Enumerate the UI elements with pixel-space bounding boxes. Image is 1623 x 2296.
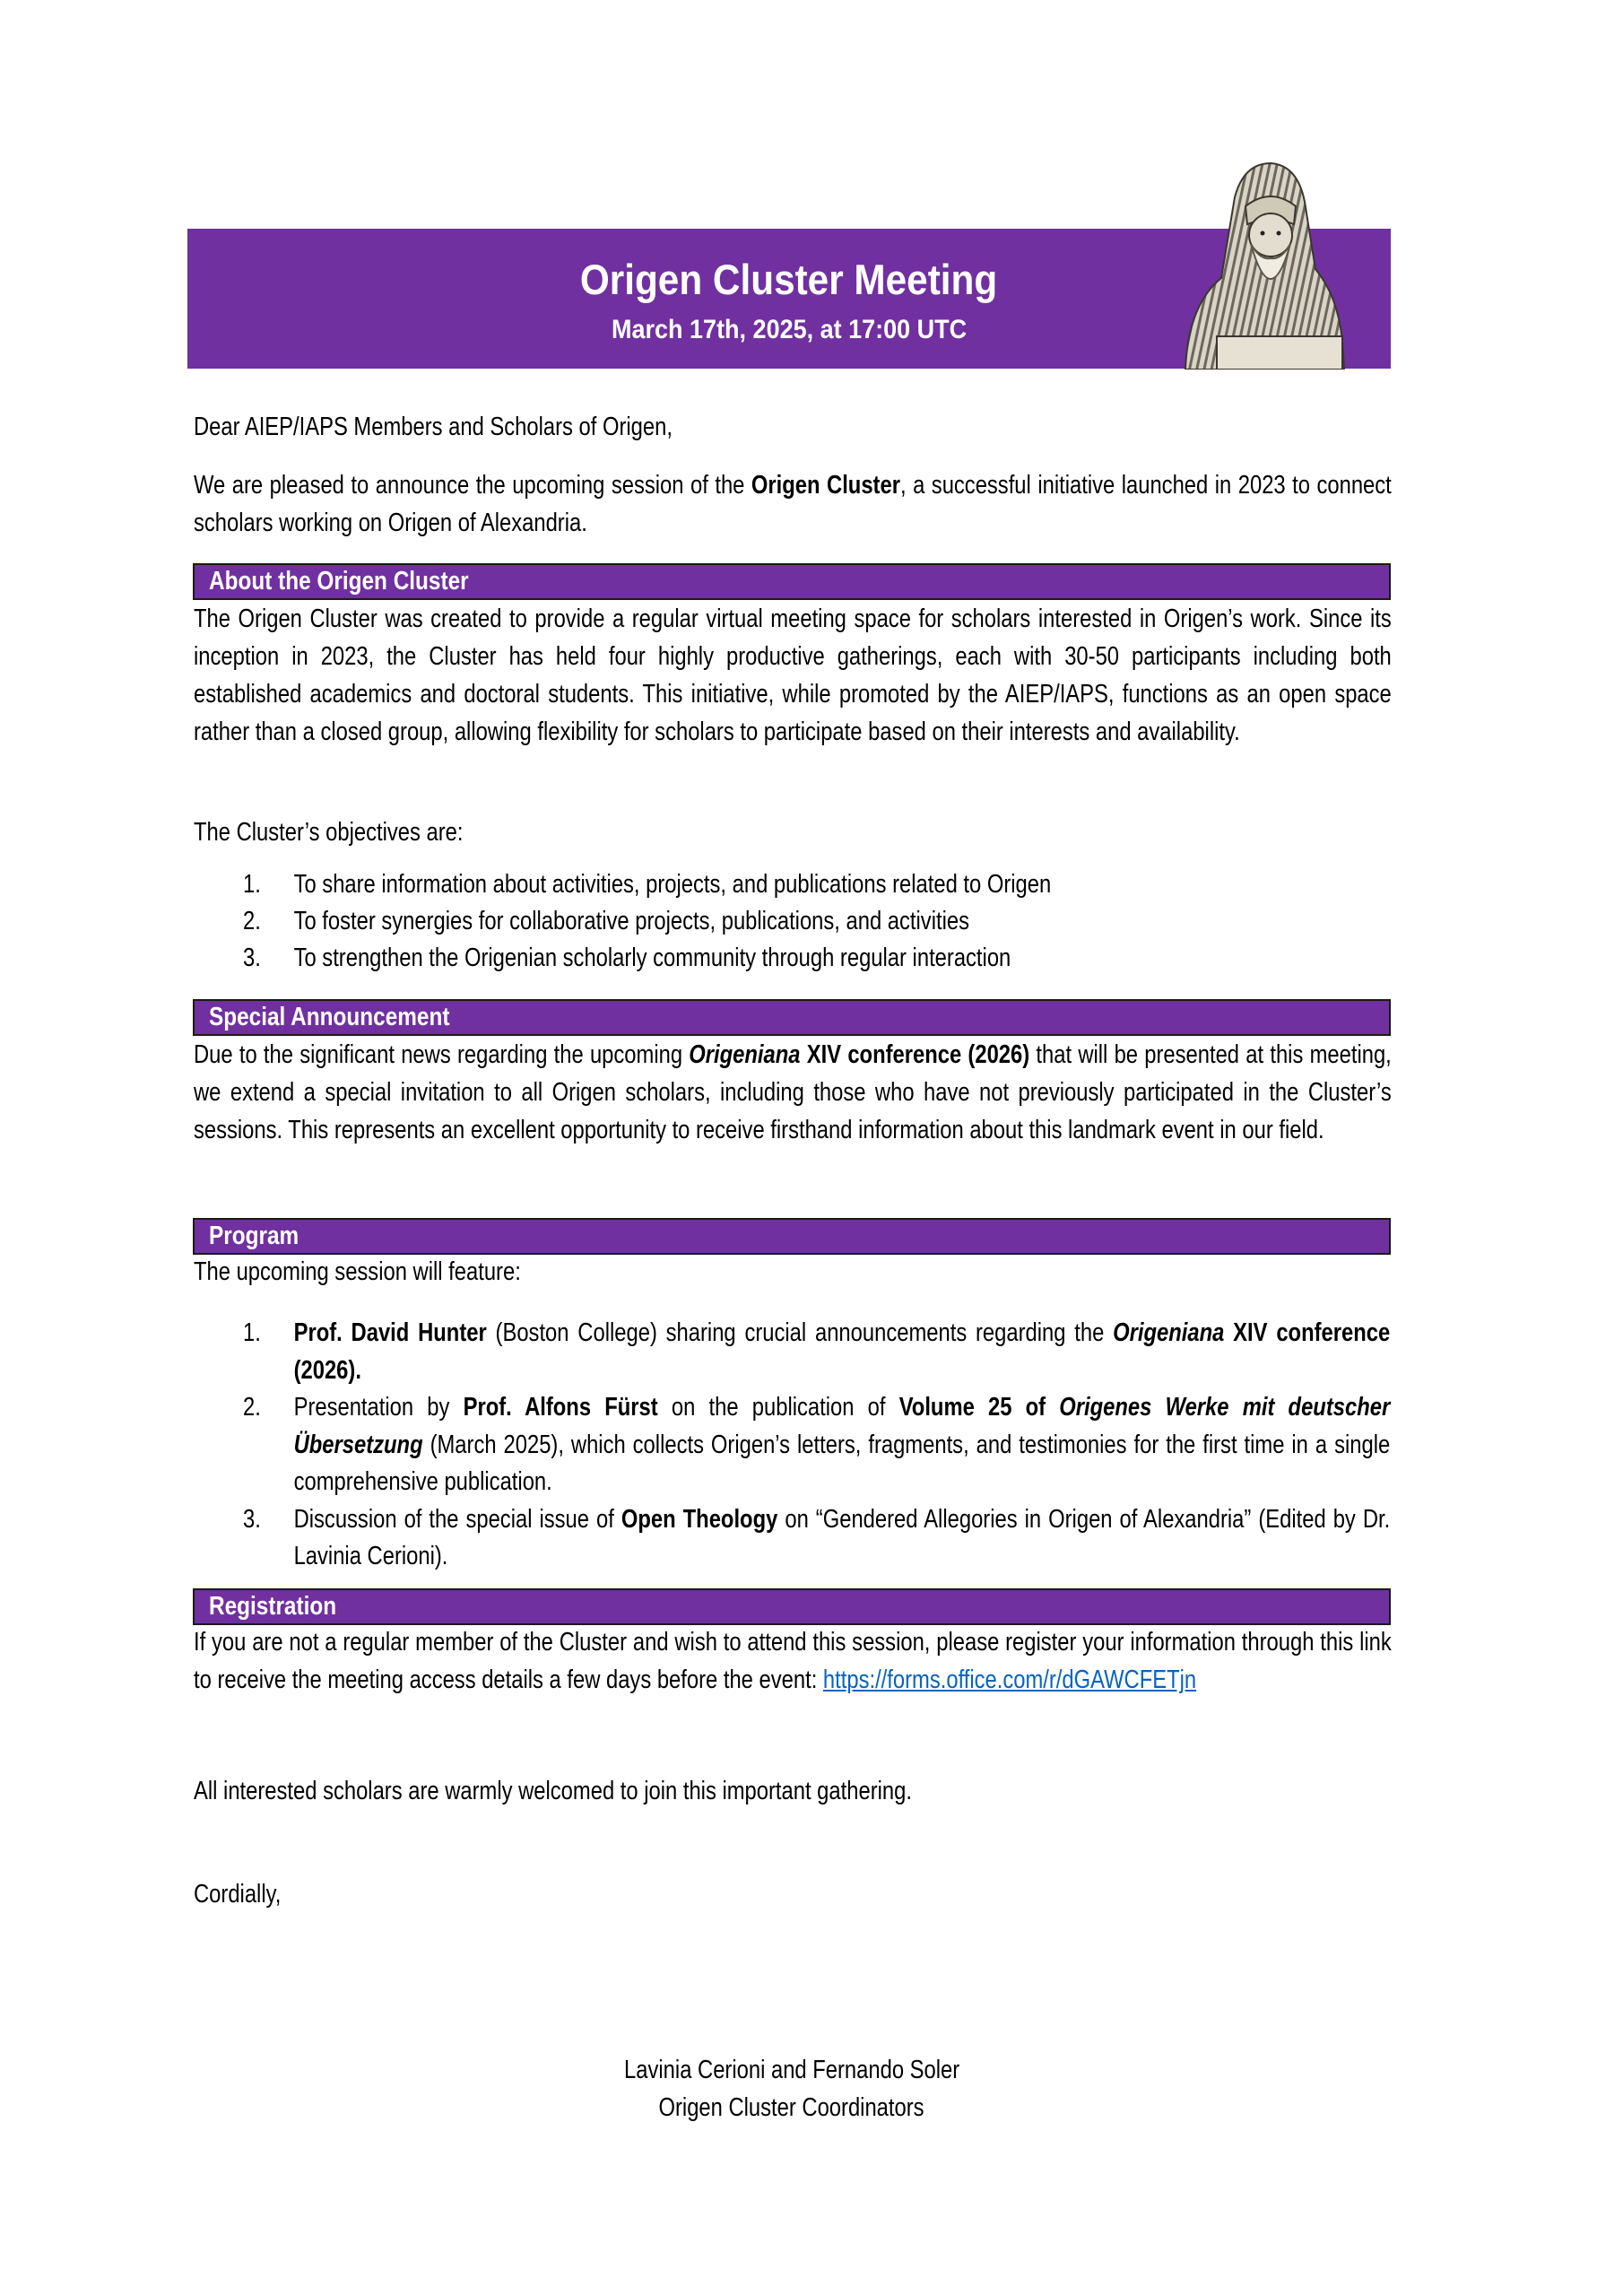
origeniana-title: Origeniana <box>1113 1318 1225 1347</box>
list-number: 1. <box>243 1318 261 1347</box>
section-heading: Program <box>209 1222 299 1250</box>
list-text: To strengthen the Origenian scholarly community through regular interaction <box>293 944 1011 972</box>
registration-text: If you are not a regular member of the Cluster and wish to attend this session, please register your information through this link to receive the meeting access details a few days before the event: <box>194 1628 1392 1694</box>
closing-note: All interested scholars are warmly welcomed to join this important gathering. <box>194 1777 912 1805</box>
program-list <box>243 1315 1390 1576</box>
item-text: Presentation by <box>293 1393 464 1422</box>
section-heading: About the Origen Cluster <box>209 567 469 596</box>
about-paragraph: The Origen Cluster was created to provide a regular virtual meeting space for scholars interested in Origen’s work. Since its inception in 2023, the Cluster has held four highly productive gatherings, each with 30-50 participants including both established academics and doctoral students. This initiative, while promoted by the AIEP/IAPS, functions as an open space rather than a closed group, allowing flexibility for scholars to participate based on their interests and availability. <box>194 604 1392 746</box>
origeniana-title: Origeniana <box>689 1040 801 1069</box>
list-item <box>243 940 1390 977</box>
speaker-name: Prof. Alfons Fürst <box>463 1393 658 1422</box>
list-number: 2. <box>243 907 261 935</box>
page-title-text: Origen Cluster Meeting <box>580 256 998 303</box>
list-number: 1. <box>243 870 261 899</box>
intro-text-end: , a successful initiative launched in 2023 to connect scholars working on Origen of Alexandria. <box>194 471 1392 537</box>
journal-name: Open Theology <box>621 1504 778 1534</box>
intro-bold: Origen Cluster <box>751 471 900 500</box>
list-item <box>243 1315 1390 1389</box>
section-header-registration <box>193 1588 1391 1625</box>
publication-title: Origenes Werke mit deutscher Übersetzung <box>293 1393 1391 1459</box>
signature-role-text: Origen Cluster Coordinators <box>658 2093 925 2122</box>
list-number: 3. <box>243 944 261 972</box>
item-text: on the publication of <box>657 1393 899 1422</box>
section-header-program <box>193 1218 1391 1255</box>
intro-text: We are pleased to announce the upcoming session of the <box>194 471 751 500</box>
item-text: (Boston College) sharing crucial announcements regarding the <box>486 1318 1114 1347</box>
list-number: 3. <box>243 1504 261 1534</box>
section-header-about <box>193 563 1391 600</box>
speaker-name: Prof. David Hunter <box>293 1318 487 1347</box>
section-heading: Registration <box>209 1592 337 1621</box>
list-number: 2. <box>243 1393 261 1422</box>
special-text: Due to the significant news regarding the upcoming <box>194 1040 690 1069</box>
list-item <box>243 866 1390 903</box>
volume-label: Volume 25 of <box>898 1393 1060 1422</box>
list-item <box>243 1501 1390 1576</box>
conference-label: XIV conference (2026). <box>293 1318 1391 1385</box>
meeting-date-text: March 17th, 2025, at 17:00 UTC <box>611 315 968 344</box>
section-heading: Special Announcement <box>209 1003 450 1031</box>
valediction: Cordially, <box>194 1880 282 1909</box>
conference-label: XIV conference (2026) <box>800 1040 1030 1069</box>
section-header-special <box>193 999 1391 1036</box>
intro-paragraph <box>194 466 1392 542</box>
special-text-end: that will be presented at this meeting, we extend a special invitation to all Origen scholars, including those who have not previously participated in the Cluster’s sessions. This represents an excellent opportunity to receive firsthand information about this landmark event in our field. <box>194 1040 1392 1144</box>
origen-portrait-icon <box>1181 161 1351 370</box>
special-paragraph <box>194 1036 1392 1149</box>
registration-link[interactable]: https://forms.office.com/r/dGAWCFETjn <box>822 1665 1197 1694</box>
objectives-intro: The Cluster’s objectives are: <box>194 818 464 847</box>
item-text: Discussion of the special issue of <box>293 1504 621 1534</box>
signature-role <box>193 2089 1391 2126</box>
greeting: Dear AIEP/IAPS Members and Scholars of Origen, <box>194 413 673 441</box>
item-text: on “Gendered Allegories in Origen of Alexandria” (Edited by Dr. Lavinia Cerioni). <box>293 1504 1391 1570</box>
list-text: To share information about activities, projects, and publications related to Origen <box>293 870 1052 899</box>
registration-paragraph <box>194 1623 1392 1699</box>
list-item <box>243 903 1390 940</box>
signature-names <box>193 2051 1391 2089</box>
objectives-list <box>243 866 1390 977</box>
list-text: To foster synergies for collaborative projects, publications, and activities <box>293 907 969 935</box>
list-item <box>243 1389 1390 1501</box>
signature-names-text: Lavinia Cerioni and Fernando Soler <box>623 2056 960 2084</box>
item-text: (March 2025), which collects Origen’s letters, fragments, and testimonies for the first time in a single comprehensive publication. <box>293 1430 1391 1496</box>
program-intro: The upcoming session will feature: <box>194 1257 521 1286</box>
